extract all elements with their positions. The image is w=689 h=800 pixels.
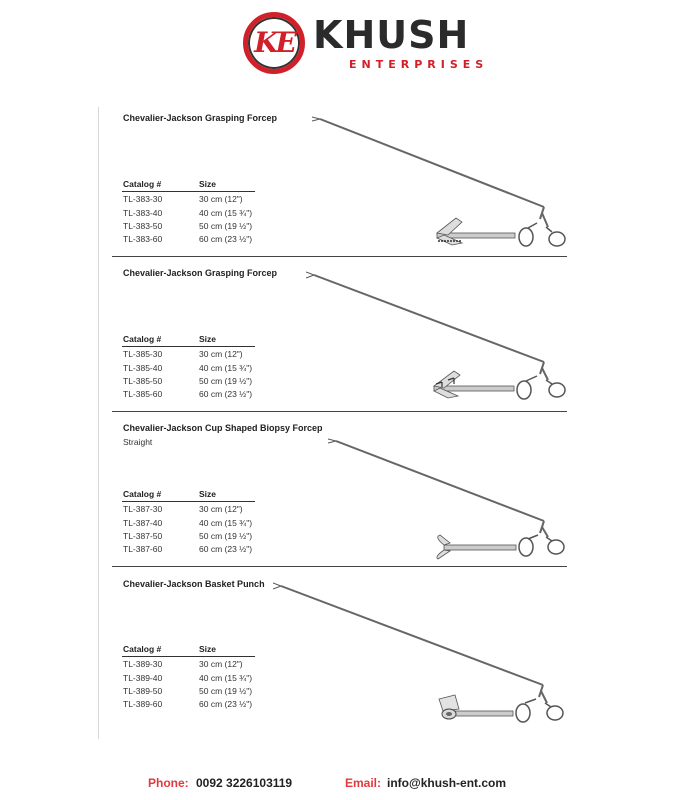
catalog-number: TL-387-40: [123, 518, 163, 528]
size-value: 40 cm (15 ¾"): [199, 673, 253, 683]
product-title: Chevalier-Jackson Grasping Forcep: [123, 268, 278, 278]
phone-label: Phone:: [148, 776, 189, 790]
size-value: 50 cm (19 ½"): [199, 221, 253, 231]
size-value: 50 cm (19 ½"): [199, 686, 253, 696]
size-value: 40 cm (15 ¾"): [199, 363, 253, 373]
logo-tagline: ENTERPRISES: [349, 58, 489, 71]
catalog-number: TL-383-50: [123, 221, 163, 231]
product-variant: Straight: [123, 437, 153, 447]
section-divider: [112, 411, 567, 412]
catalog-column-header: Catalog #: [123, 489, 162, 499]
catalog-number: TL-385-40: [123, 363, 163, 373]
catalog-column-header: Catalog #: [123, 644, 162, 654]
section-divider: [112, 256, 567, 257]
phone-number[interactable]: 0092 3226103119: [196, 776, 293, 790]
size-column-header: Size: [199, 179, 217, 189]
header-underline: [122, 501, 255, 502]
size-value: 60 cm (23 ½"): [199, 234, 253, 244]
catalog-number: TL-383-60: [123, 234, 163, 244]
product-section: [122, 113, 566, 253]
email-address[interactable]: info@khush-ent.com: [387, 776, 507, 790]
product-title: Chevalier-Jackson Cup Shaped Biopsy Forcep: [123, 423, 323, 433]
size-column-header: Size: [199, 489, 217, 499]
size-value: 50 cm (19 ½"): [199, 531, 253, 541]
catalog-number: TL-385-60: [123, 389, 163, 399]
size-value: 40 cm (15 ¾"): [199, 518, 253, 528]
catalog-number: TL-385-50: [123, 376, 163, 386]
size-value: 50 cm (19 ½"): [199, 376, 253, 386]
basket-punch-illustration: [273, 581, 568, 729]
grasping-forcep-illustration: [306, 270, 568, 408]
catalog-number: TL-389-60: [123, 699, 163, 709]
header-underline: [122, 656, 255, 657]
catalog-number: TL-387-50: [123, 531, 163, 541]
product-section: [122, 423, 566, 563]
catalog-number: TL-383-40: [123, 208, 163, 218]
catalog-column-header: Catalog #: [123, 334, 162, 344]
size-value: 30 cm (12"): [199, 194, 243, 204]
product-section: [122, 579, 566, 729]
grasping-forcep-illustration: [312, 115, 568, 255]
catalog-number: TL-389-40: [123, 673, 163, 683]
catalog-number: TL-389-50: [123, 686, 163, 696]
size-value: 60 cm (23 ½"): [199, 699, 253, 709]
catalog-number: TL-387-60: [123, 544, 163, 554]
product-section: [122, 268, 566, 408]
size-value: 40 cm (15 ¾"): [199, 208, 253, 218]
size-value: 60 cm (23 ½"): [199, 544, 253, 554]
catalog-number: TL-387-30: [123, 504, 163, 514]
size-column-header: Size: [199, 334, 217, 344]
cup-biopsy-forcep-illustration: [328, 437, 568, 563]
product-title: Chevalier-Jackson Basket Punch: [123, 579, 265, 589]
size-value: 30 cm (12"): [199, 659, 243, 669]
left-margin-rule: [98, 107, 99, 739]
size-value: 30 cm (12"): [199, 349, 243, 359]
header-underline: [122, 346, 255, 347]
catalog-column-header: Catalog #: [123, 179, 162, 189]
size-value: 60 cm (23 ½"): [199, 389, 253, 399]
catalog-number: TL-389-30: [123, 659, 163, 669]
size-column-header: Size: [199, 644, 217, 654]
section-divider: [112, 566, 567, 567]
product-title: Chevalier-Jackson Grasping Forcep: [123, 113, 278, 123]
catalog-number: TL-383-30: [123, 194, 163, 204]
company-logo: [243, 12, 489, 78]
email-label: Email:: [345, 776, 382, 790]
logo-monogram: KE: [254, 26, 294, 59]
size-value: 30 cm (12"): [199, 504, 243, 514]
logo-company-name: KHUSH: [313, 13, 470, 57]
catalog-number: TL-385-30: [123, 349, 163, 359]
header-underline: [122, 191, 255, 192]
